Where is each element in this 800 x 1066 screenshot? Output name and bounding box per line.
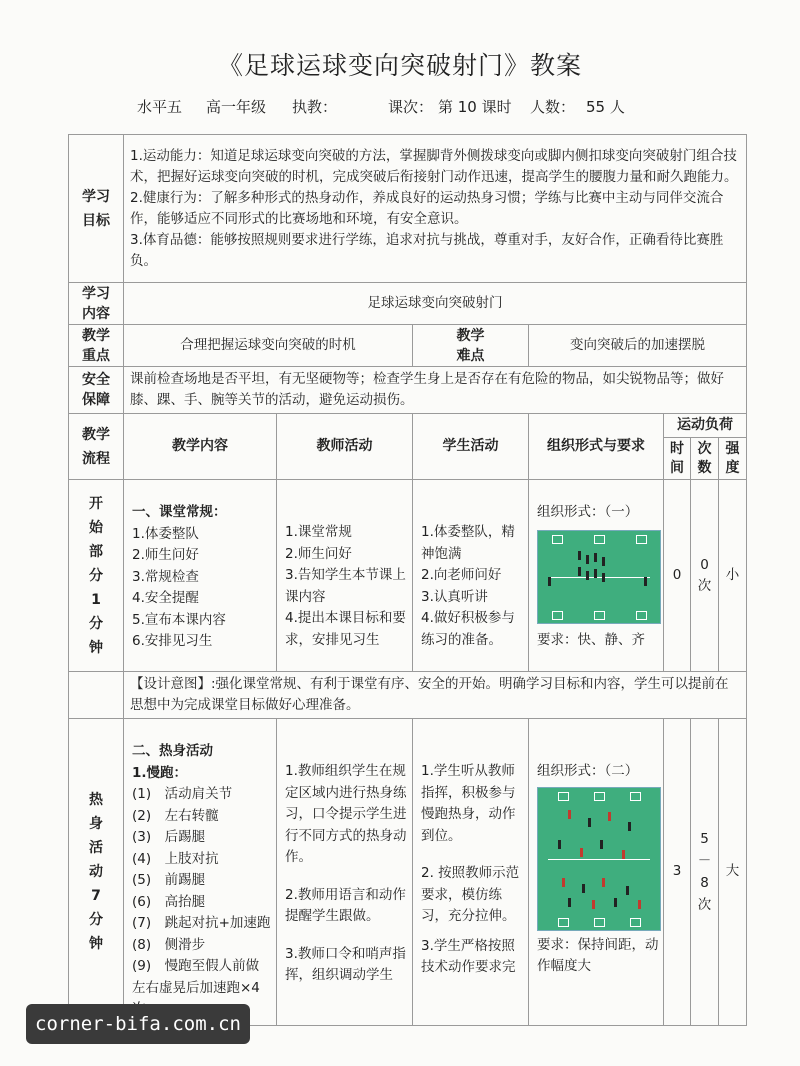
teacher-col-header: 教师活动 [277,414,413,480]
intensity-header: 强度 [719,438,747,480]
design-note: 【设计意图】:强化课堂常规、有利于课堂有序、安全的开始。明确学习目标和内容，学生可以提前在思想中为完成课堂目标做好心理准备。 [124,672,747,719]
part1-org [529,480,664,672]
objective-2: 2.健康行为：了解多种形式的热身动作，养成良好的运动热身习惯；学练与比赛中主动与同伴交流合作，能够适应不同形式的比赛场地和环境，有安全意识。 [130,189,724,227]
part2-content-item: (5) 前踢腿 [132,872,206,888]
watermark: corner-bifa.com.cn [26,1004,250,1044]
safety-value: 课前检查场地是否平坦，有无坚硬物等；检查学生身上是否存在有危险的物品，如尖锐物品等；做好膝、踝、手、腕等关节的活动，避免运动损伤。 [124,367,747,414]
lesson-label: 课次： [388,98,434,116]
teacher-label: 执教： [292,98,338,116]
part2-content-item: (6) 高抬腿 [132,893,206,910]
part1-student [413,480,529,672]
part1-student-item: 4.做好积极参与练习的准备。 [421,610,515,648]
field-diagram-2 [537,787,661,931]
part2-student-item: 3.学生严格按照技术动作要求完 [421,937,516,975]
part1-content-item: 3.常规检查 [132,568,199,585]
part1-content-item: 2.师生问好 [132,547,199,563]
reps-header: 次数 [691,438,719,480]
part2-content-item: (8) 侧滑步 [132,936,206,953]
focus-value: 合理把握运球变向突破的时机 [124,325,413,367]
part2-content [124,719,277,1026]
part2-teacher-item: 1.教师组织学生在规定区域内进行热身练习，口令提示学生进行不同方式的热身动作。 [285,763,407,865]
part2-org [529,719,664,1026]
part2-sub-title: 1.慢跑： [132,764,188,781]
part1-row [69,480,747,672]
part2-content-item: (9) 慢跑至假人前做左右虚晃后加速跑×4 [132,958,260,996]
design-note-row [69,672,747,719]
part2-content-item: (2) 左右转髋 [132,807,219,824]
flow-header-row [69,414,747,438]
part2-org-title: 组织形式：（二） [537,763,639,779]
part1-teacher-item: 4.提出本课目标和要求，安排见习生 [285,610,406,648]
objective-3: 3.体育品德：能够按照规则要求进行学练，追求对抗与挑战，尊重对手，友好合作，正确看待比赛胜负。 [130,231,724,269]
lesson-value: 第 10 课时 [438,98,512,116]
content-col-header: 教学内容 [124,414,277,480]
level: 水平五 [137,98,183,116]
part1-content [124,480,277,672]
part2-org-req: 要求：保持间距，动作幅度大 [537,936,659,974]
part1-content-item: 4.安全提醒 [132,590,199,606]
time-header: 时间 [664,438,691,480]
content-header: 学习内容 [69,283,124,325]
objective-1: 1.运动能力：知道足球运球变向突破的方法，掌握脚背外侧拨球变向或脚内侧扣球变向突破射门组合技术，把握好运球变向突破的时机，完成突破后衔接射门动作迅速，提高学生的腰腹力量和耐久跑能力。 [130,147,738,185]
part1-student-item: 2.向老师问好 [421,567,502,583]
part2-student-item: 2. 按照教师示范要求，模仿练习，充分拉伸。 [421,865,520,924]
part2-student [413,719,529,1026]
load-header: 运动负荷 [664,414,747,438]
count-value: 55 人 [586,98,625,116]
process-header: 教学流程 [69,414,124,480]
part1-org-req: 要求：快、静、齐 [537,631,645,648]
part2-label: 热身活动7分钟 [69,719,124,1026]
grade: 高一年级 [206,98,267,116]
difficulty-header: 教学难点 [413,325,529,367]
part2-section-title: 二、热身活动 [132,743,213,759]
part2-intensity: 大 [719,719,747,1026]
part1-teacher [277,480,413,672]
part1-label: 开始部分1分钟 [69,480,124,672]
objectives-row [69,135,747,283]
part1-student-item: 3.认真听讲 [421,588,488,605]
lesson-plan-table [68,134,747,1026]
part2-teacher [277,719,413,1026]
part1-intensity: 小 [719,480,747,672]
part2-content-item: (4) 上肢对抗 [132,850,219,867]
part1-content-item: 5.宣布本课内容 [132,611,226,628]
part2-row [69,719,747,1026]
part2-time: 3 [664,719,691,1026]
safety-header: 安全保障 [69,367,124,414]
part2-content-item: (7) 跳起对抗+加速跑 [132,915,271,931]
content-value: 足球运球变向突破射门 [124,283,747,325]
count-label: 人数： [530,98,576,116]
part2-teacher-item: 2.教师用语言和动作提醒学生跟做。 [285,886,406,924]
part1-content-item: 1.体委整队 [132,525,199,542]
part1-teacher-item: 3.告知学生本节课上课内容 [285,567,406,605]
part1-content-item: 6.安排见习生 [132,633,213,649]
page-title: 《足球运球变向突破射门》教案 [217,51,582,80]
part2-content-item: (1) 活动肩关节 [132,786,233,802]
part2-content-item: (3) 后踢腿 [132,829,206,845]
part2-reps: 5－8次 [691,719,719,1026]
part1-time: 0 [664,480,691,672]
part2-teacher-item: 3.教师口令和哨声指挥，组织调动学生 [285,945,406,983]
org-col-header: 组织形式与要求 [529,414,664,480]
part1-org-title: 组织形式：（一） [537,504,639,520]
focus-header: 教学重点 [69,325,124,367]
difficulty-value: 变向突破后的加速摆脱 [529,325,747,367]
part1-student-item: 1.体委整队，精神饱满 [421,524,515,562]
student-col-header: 学生活动 [413,414,529,480]
part1-reps: 0次 [691,480,719,672]
objectives-header: 学习目标 [69,135,124,283]
part1-section-title: 一、课堂常规： [132,504,227,520]
field-diagram-1 [537,530,661,624]
part1-teacher-item: 1.课堂常规 [285,524,352,540]
objectives-cell [124,135,747,283]
focus-row [69,325,747,367]
part1-teacher-item: 2.师生问好 [285,545,352,562]
part2-student-item: 1.学生听从教师指挥，积极参与慢跑热身，动作到位。 [421,763,516,844]
content-row [69,283,747,325]
safety-row [69,367,747,414]
